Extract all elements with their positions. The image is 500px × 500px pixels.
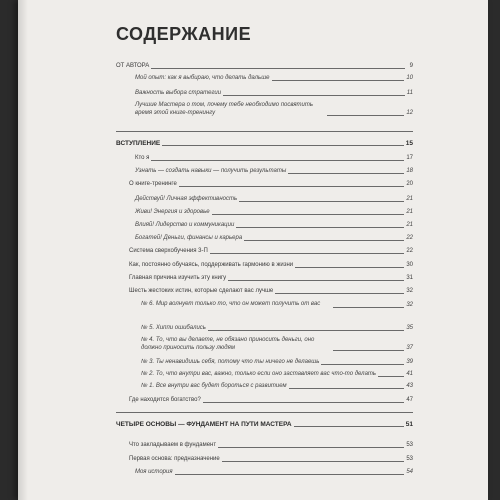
toc-entry-page: 11 [406, 90, 413, 96]
toc-entry-page: 35 [406, 325, 413, 331]
toc-entry-page: 31 [406, 275, 413, 281]
leader-line [210, 253, 404, 254]
toc-entry-label: ВСТУПЛЕНИЕ [116, 140, 161, 147]
toc-entry-page: 51 [405, 421, 413, 428]
page-title: СОДЕРЖАНИЕ [116, 24, 252, 44]
toc-entry-label: Как, постоянно обучаясь, поддерживать гармонию в жизни [129, 262, 294, 268]
toc-entry-label: Богатей! Деньги, финансы и карьера [135, 235, 243, 241]
toc-entry[interactable] [141, 383, 413, 390]
toc-entry-page: 17 [406, 155, 413, 161]
leader-line [327, 115, 404, 116]
toc-entry-page: 21 [406, 222, 413, 228]
leader-line [333, 307, 404, 308]
section-divider [116, 131, 413, 132]
leader-line [203, 402, 404, 403]
toc-entry-page: 47 [406, 397, 413, 403]
toc-entry[interactable] [141, 325, 413, 332]
leader-line [162, 145, 404, 146]
toc-entry[interactable] [141, 359, 413, 366]
toc-entry-page: 20 [406, 181, 413, 187]
toc-entry[interactable] [141, 301, 413, 309]
toc-entry-page: 32 [406, 288, 413, 294]
leader-line [333, 350, 404, 351]
toc-entry-label: Мой опыт: как я выбираю, что делать дальше [135, 75, 270, 81]
toc-entry-label: Первая основа: предназначение [129, 456, 220, 462]
toc-entry-label: ЧЕТЫРЕ ОСНОВЫ — ФУНДАМЕНТ НА ПУТИ МАСТЕРА [116, 421, 292, 428]
toc-entry[interactable] [116, 63, 413, 70]
toc-entry-page: 21 [406, 196, 413, 202]
toc-entry-label: Главная причина изучить эту книгу [129, 275, 227, 281]
toc-entry-label: Действуй! Личная эффективность [135, 196, 238, 202]
leader-line [208, 330, 404, 331]
leader-line [289, 388, 405, 389]
toc-entry[interactable] [135, 168, 413, 175]
leader-line [378, 376, 404, 377]
toc-entry-page: 21 [406, 209, 413, 215]
toc-entry[interactable] [129, 181, 413, 188]
toc-entry-label: Где находится богатство? [129, 397, 201, 403]
toc-entry-label: Важность выбора стратегии [135, 90, 222, 96]
toc-entry-page: 10 [406, 75, 413, 81]
leader-line [218, 447, 404, 448]
toc-entry[interactable] [135, 75, 413, 82]
toc-entry[interactable] [129, 275, 413, 282]
toc-entry-page: 15 [405, 140, 413, 147]
toc-entry-label: О книге-тренинге [129, 181, 177, 187]
toc-entry-label: № 5. Хиппи ошибались [141, 325, 206, 331]
toc-entry-page: 53 [406, 442, 413, 448]
toc-entry[interactable] [141, 337, 413, 352]
toc-entry-label: № 2. То, что внутри вас, важно, только если оно заставляет вас что-то делать [141, 371, 377, 377]
toc-entry-label: Влияй! Лидерство и коммуникации [135, 222, 235, 228]
toc-entry[interactable] [135, 209, 413, 216]
leader-line [272, 80, 405, 81]
toc-entry[interactable] [116, 140, 413, 147]
leader-line [151, 160, 404, 161]
toc-entry-label: № 4. То, что вы делаете, не обязано приносить деньги, оно должно приносить пользу людям [141, 337, 315, 351]
toc-entry-page: 53 [406, 456, 413, 462]
toc-entry-label: № 3. Ты ненавидишь себя, потому что ты ничего не делаешь [141, 359, 320, 365]
toc-entry-label: ОТ АВТОРА [116, 63, 150, 69]
table-of-contents [18, 0, 488, 500]
leader-line [175, 474, 405, 475]
toc-entry-page: 9 [409, 63, 413, 69]
toc-entry-label: Кто я [135, 155, 150, 161]
toc-entry[interactable] [135, 469, 413, 476]
toc-entry-page: 39 [406, 359, 413, 365]
toc-entry[interactable] [135, 90, 413, 97]
leader-line [179, 186, 405, 187]
toc-entry-page: 43 [406, 383, 413, 389]
section-divider [116, 412, 413, 413]
toc-entry[interactable] [129, 262, 413, 269]
toc-entry[interactable] [141, 371, 413, 378]
toc-entry[interactable] [135, 222, 413, 229]
leader-line [321, 364, 404, 365]
toc-entry-label: Система сверхобучения 3-П [129, 248, 208, 254]
toc-entry[interactable] [129, 288, 413, 295]
leader-line [294, 426, 404, 427]
toc-entry[interactable] [129, 456, 413, 463]
book-page [18, 0, 488, 500]
toc-entry[interactable] [129, 248, 413, 255]
leader-line [244, 240, 404, 241]
toc-entry[interactable] [129, 442, 413, 449]
toc-entry-label: Моя история [135, 469, 173, 475]
leader-line [222, 461, 405, 462]
leader-line [236, 227, 404, 228]
toc-entry[interactable] [129, 397, 413, 404]
leader-line [212, 214, 405, 215]
leader-line [295, 267, 404, 268]
toc-entry-page: 32 [406, 301, 413, 308]
toc-entry-page: 12 [406, 110, 413, 116]
leader-line [223, 95, 405, 96]
toc-entry-page: 54 [406, 469, 413, 475]
leader-line [288, 173, 404, 174]
toc-entry-label: Шесть жестоких истин, которые сделают вас лучше [129, 288, 274, 294]
toc-entry[interactable] [135, 235, 413, 242]
leader-line [239, 201, 404, 202]
toc-entry-label: Что закладываем в фундамент [129, 442, 217, 448]
toc-entry-label: № 6. Мир волнует только то, что он может получить от вас [141, 301, 321, 307]
toc-entry-label: Живи! Энергия и здоровье [135, 209, 210, 215]
toc-entry-page: 30 [406, 262, 413, 268]
toc-entry-page: 18 [406, 168, 413, 174]
toc-entry-page: 22 [406, 248, 413, 254]
leader-line [228, 280, 404, 281]
leader-line [275, 293, 404, 294]
toc-entry-page: 37 [406, 345, 413, 351]
toc-entry-label: Узнать — создать навыки — получить результаты [135, 168, 287, 174]
toc-entry[interactable] [135, 196, 413, 203]
toc-entry[interactable] [116, 421, 413, 428]
toc-entry-label: Лучшие Мастера о том, почему тебе необходимо посвятить время этой книге-тренингу [135, 102, 314, 116]
toc-entry-page: 41 [406, 371, 413, 377]
leader-line [151, 68, 405, 69]
toc-entry[interactable] [135, 102, 413, 117]
toc-entry-page: 22 [406, 235, 413, 241]
toc-entry[interactable] [135, 155, 413, 162]
toc-entry-label: № 1. Все внутри вас будет бороться с развитием [141, 383, 287, 389]
